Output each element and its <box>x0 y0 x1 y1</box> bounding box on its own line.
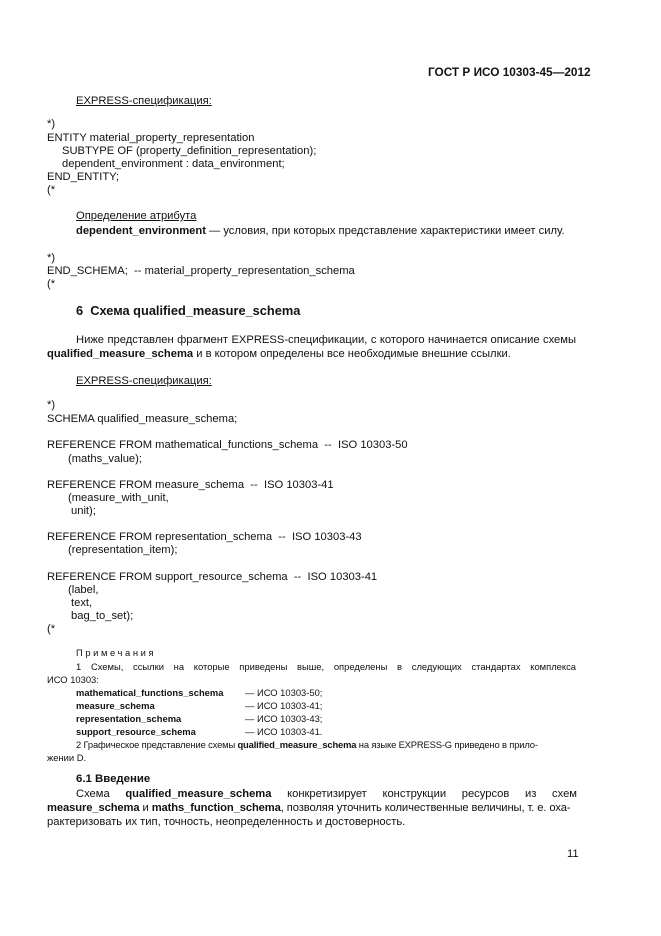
schema-name: measure_schema <box>47 802 140 814</box>
note-table-schema: support_resource_schema <box>76 726 196 737</box>
word: Схема <box>76 788 110 800</box>
schema-name: maths_function_schema <box>151 802 281 814</box>
note-table-schema: measure_schema <box>76 700 155 711</box>
reference-item: (label, <box>68 584 99 596</box>
reference-line: REFERENCE FROM representation_schema -- ISO 10303-43 <box>47 531 362 543</box>
reference-line: REFERENCE FROM support_resource_schema -- ISO 10303-41 <box>47 571 378 583</box>
notes-heading: Примечания <box>76 647 157 658</box>
reference-item: text, <box>71 597 93 609</box>
document-header: ГОСТ Р ИСО 10303-45—2012 <box>428 65 591 79</box>
reference-item: unit); <box>71 505 96 517</box>
attribute-definition <box>76 226 565 237</box>
paragraph-text: и <box>139 802 152 814</box>
section-6-1-title: 6.1 Введение <box>76 773 151 785</box>
reference-line: REFERENCE FROM mathematical_functions_schema -- ISO 10303-50 <box>47 439 408 451</box>
code-line: *) <box>47 252 56 264</box>
note-table-standard: — ИСО 10303-41. <box>245 726 323 737</box>
section-6-1-line3: рактеризовать их тип, точность, неопределенность и достоверность. <box>47 816 406 828</box>
page-number: 11 <box>567 848 579 860</box>
code-line: dependent_environment : data_environment; <box>62 158 285 170</box>
note-1-line1: 1 Схемы, ссылки на которые приведены выше, определены в следующих стандартах комплекса <box>76 661 576 672</box>
paragraph-text: , позволяя уточнить количественные величины, т. е. оха- <box>280 802 571 814</box>
section-6-1-line2 <box>47 803 571 814</box>
reference-item: (measure_with_unit, <box>68 492 169 504</box>
reference-line: REFERENCE FROM measure_schema -- ISO 10303-41 <box>47 479 334 491</box>
note-text: 2 Графическое представление схемы <box>76 739 238 750</box>
attribute-text: — условия, при которых представление характеристики имеет силу. <box>205 225 565 237</box>
express-spec-caption: EXPRESS-спецификация: <box>76 95 212 107</box>
code-line: *) <box>47 399 56 411</box>
section-6-paragraph-line1: Ниже представлен фрагмент EXPRESS-спецификации, с которого начинается описание схемы <box>76 334 576 346</box>
schema-name: qualified_measure_schema <box>125 788 272 800</box>
note-table-standard: — ИСО 10303-43; <box>245 713 323 724</box>
word: ресурсов <box>461 788 510 800</box>
reference-item: bag_to_set); <box>71 610 134 622</box>
section-6-title: 6 Схема qualified_measure_schema <box>76 303 301 318</box>
section-6-paragraph-line2 <box>47 349 511 360</box>
schema-name: qualified_measure_schema <box>47 348 194 360</box>
reference-item: (representation_item); <box>68 544 178 556</box>
code-line: (* <box>47 278 56 290</box>
attribute-name: dependent_environment <box>76 225 206 237</box>
word: конструкции <box>382 788 447 800</box>
word: конкретизирует <box>287 788 367 800</box>
code-line: (* <box>47 623 56 635</box>
section-6-1-line1 <box>76 789 577 800</box>
attribute-heading: Определение атрибута <box>76 210 197 222</box>
note-2-line1 <box>76 740 538 749</box>
note-table-schema: mathematical_functions_schema <box>76 687 224 698</box>
note-text: на языке EXPRESS-G приведено в прило- <box>356 739 538 750</box>
schema-declaration: SCHEMA qualified_measure_schema; <box>47 413 238 425</box>
end-schema-line: END_SCHEMA; -- material_property_representation_schema <box>47 265 355 277</box>
note-table-schema: representation_schema <box>76 713 182 724</box>
code-line: (* <box>47 184 56 196</box>
note-1-line2: ИСО 10303: <box>47 674 99 685</box>
paragraph-text: и в котором определены все необходимые внешние ссылки. <box>193 348 511 360</box>
note-2-line2: жении D. <box>47 752 87 763</box>
note-table-standard: — ИСО 10303-50; <box>245 687 323 698</box>
code-line: ENTITY material_property_representation <box>47 132 255 144</box>
word: из <box>524 788 537 800</box>
code-line: END_ENTITY; <box>47 171 120 183</box>
express-spec-caption: EXPRESS-спецификация: <box>76 375 212 387</box>
code-line: *) <box>47 118 56 130</box>
word: схем <box>552 788 577 800</box>
note-table-standard: — ИСО 10303-41; <box>245 700 323 711</box>
schema-name: qualified_measure_schema <box>237 739 357 750</box>
code-line: SUBTYPE OF (property_definition_representation); <box>62 145 317 157</box>
reference-item: (maths_value); <box>68 453 142 465</box>
